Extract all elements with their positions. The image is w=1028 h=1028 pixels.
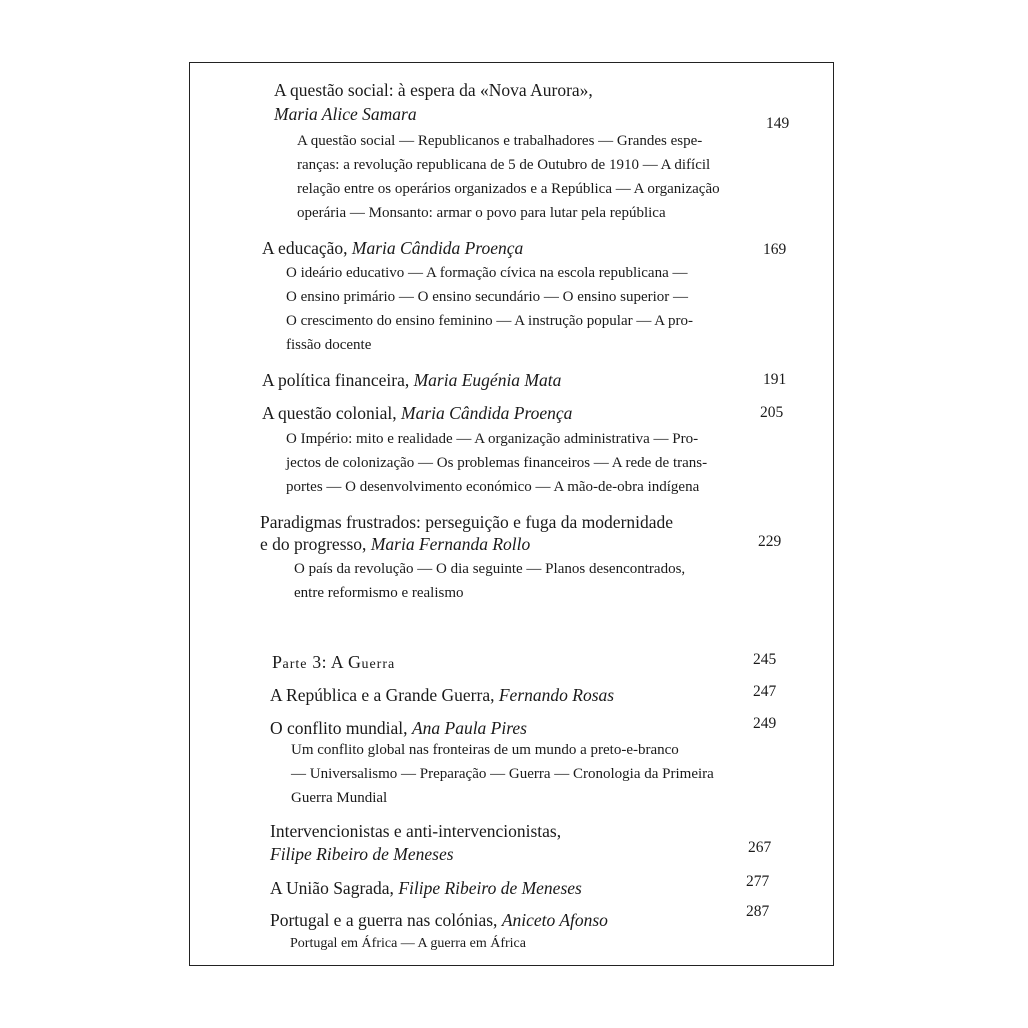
page-number: 229 — [758, 533, 782, 550]
summary-line: relação entre os operários organizados e a República — A organização — [297, 181, 720, 197]
entry-title: A política financeira, Maria Eugénia Mata — [262, 370, 562, 390]
part-heading: Parte 3: A Guerra — [272, 652, 396, 672]
page-number: 287 — [746, 903, 770, 920]
entry-author: Ana Paula Pires — [411, 718, 527, 738]
summary-line: — Universalismo — Preparação — Guerra — Cronologia da Primeira — [291, 766, 714, 782]
entry-title: Portugal e a guerra nas colónias, Aniceto Afonso — [270, 910, 608, 930]
summary-line: entre reformismo e realismo — [294, 585, 464, 601]
summary-line: O Império: mito e realidade — A organização administrativa — Pro- — [286, 431, 699, 447]
summary-line: operária — Monsanto: armar o povo para lutar pela república — [297, 205, 666, 221]
entry-author: Maria Eugénia Mata — [413, 370, 562, 390]
page-number: 205 — [760, 404, 784, 421]
page-number: 267 — [748, 839, 772, 856]
entry-title: Paradigmas frustrados: perseguição e fuga da modernidade — [260, 512, 674, 532]
summary-line: Guerra Mundial — [291, 790, 388, 806]
entry-title: A União Sagrada, Filipe Ribeiro de Meneses — [270, 878, 582, 898]
page-number: 277 — [746, 873, 770, 890]
entry-title: A educação, Maria Cândida Proença — [262, 238, 524, 258]
page-number: 169 — [763, 241, 787, 258]
summary-line: O ideário educativo — A formação cívica na escola republicana — — [286, 265, 688, 281]
page-number: 249 — [753, 715, 777, 732]
entry-title: A questão colonial, Maria Cândida Proença — [262, 403, 573, 423]
entry-author: Maria Cândida Proença — [351, 238, 524, 258]
summary-line: ranças: a revolução republicana de 5 de Outubro de 1910 — A difícil — [297, 157, 711, 173]
summary-line: O ensino primário — O ensino secundário — O ensino superior — — [286, 289, 689, 305]
entry-title: Intervencionistas e anti-intervencionistas, — [270, 821, 562, 841]
summary-line: Um conflito global nas fronteiras de um mundo a preto-e-branco — [291, 742, 679, 758]
entry-title: O conflito mundial, Ana Paula Pires — [270, 718, 527, 738]
entry-author: Maria Fernanda Rollo — [370, 534, 531, 554]
summary-line: fissão docente — [286, 337, 372, 353]
entry-title: e do progresso, Maria Fernanda Rollo — [260, 534, 531, 554]
entry-author: Filipe Ribeiro de Meneses — [398, 878, 582, 898]
page-number: 191 — [763, 371, 787, 388]
entry-title: A República e a Grande Guerra, Fernando Rosas — [270, 685, 615, 705]
entry-author: Aniceto Afonso — [501, 910, 608, 930]
book-page — [189, 62, 834, 966]
summary-line: jectos de colonização — Os problemas financeiros — A rede de trans- — [286, 455, 708, 471]
summary-line: A questão social — Republicanos e trabalhadores — Grandes espe- — [297, 133, 703, 149]
page-number: 247 — [753, 683, 777, 700]
page-number: 149 — [766, 115, 790, 132]
summary-line: O crescimento do ensino feminino — A instrução popular — A pro- — [286, 313, 694, 329]
entry-title: A questão social: à espera da «Nova Aurora», — [274, 80, 593, 100]
entry-author: Maria Cândida Proença — [401, 403, 573, 423]
page-number: 245 — [753, 651, 777, 668]
entry-author: Fernando Rosas — [498, 685, 615, 705]
summary-line: Portugal em África — A guerra em África — [290, 936, 526, 951]
entry-author: Maria Alice Samara — [274, 104, 417, 124]
summary-line: portes — O desenvolvimento económico — A mão-de-obra indígena — [286, 479, 700, 495]
summary-line: O país da revolução — O dia seguinte — Planos desencontrados, — [294, 561, 686, 577]
entry-author: Filipe Ribeiro de Meneses — [270, 844, 454, 864]
